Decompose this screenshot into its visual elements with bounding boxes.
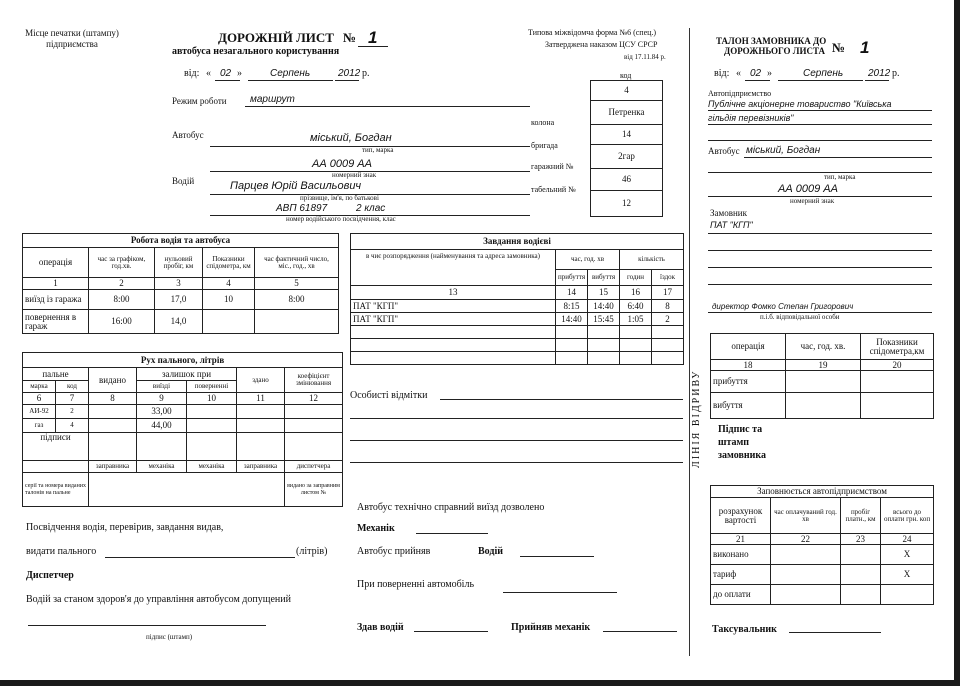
table-row	[23, 234, 339, 248]
table-cell	[620, 352, 652, 365]
coupon-number-label: №	[832, 40, 846, 55]
fuel-n9: 9	[137, 393, 187, 405]
cut-line	[689, 28, 690, 656]
work-table	[22, 233, 339, 334]
date-day: 02	[220, 68, 232, 79]
task-r0-leave: 14:40	[588, 300, 620, 313]
coupon-company-line1: Публічне акціонерне товариство "Київська	[708, 99, 892, 109]
date-year: 2012	[338, 68, 361, 79]
work-table-title: Робота водія та автобуса	[23, 234, 339, 248]
received-by-line	[603, 631, 677, 632]
form-info-line2: Затверджена наказом ЦСУ СРСР	[545, 40, 658, 49]
work-r1-op: повернення в гараж	[23, 310, 89, 334]
table-cell	[786, 371, 861, 393]
table-row	[711, 498, 934, 534]
cut-line-label: ЛІНІЯ ВІДРИВУ	[691, 369, 702, 468]
table-cell	[187, 433, 237, 461]
work-r0-sched: 8:00	[89, 290, 155, 310]
coupon-company-rule2	[708, 124, 932, 125]
issue-fuel-line	[105, 557, 295, 558]
coupon-op-h0: операція	[711, 334, 786, 360]
work-h-sched: час за графіком, год.хв.	[89, 248, 155, 278]
notes-line-4	[350, 462, 683, 463]
task-r1-name: ПАТ "КГП"	[351, 313, 556, 326]
table-row	[711, 393, 934, 419]
task-r1-hours: 1:05	[620, 313, 652, 326]
task-h-name: в чиє розпорядження (найменування та адреса замовника)	[351, 250, 556, 286]
coupon-taxer-line	[789, 632, 881, 633]
date-from-label: від:	[184, 68, 200, 79]
coupon-op-h1: час, год. хв.	[786, 334, 861, 360]
fuel-h-issued: видано	[89, 368, 137, 393]
coupon-fill-h2: пробіг платн., км	[841, 498, 881, 534]
table-row	[591, 125, 663, 145]
waybill-subtitle: автобуса незагального користування	[172, 46, 340, 57]
table-cell	[23, 461, 89, 473]
table-row	[711, 565, 934, 585]
fuel-h-handed: здано	[237, 368, 285, 393]
coupon-fill-h3: всього до оплати грн. коп	[881, 498, 934, 534]
table-row	[351, 326, 684, 339]
dispatcher-label: Диспетчер	[26, 570, 74, 581]
issue-fuel-text: видати пального	[26, 546, 97, 557]
fuel-sign-label: підписи	[23, 433, 89, 461]
table-cell	[652, 339, 684, 352]
task-r0-hours: 6:40	[620, 300, 652, 313]
fuel-n12: 12	[285, 393, 343, 405]
table-row	[351, 352, 684, 365]
task-h-hours: годин	[620, 270, 652, 286]
table-row	[23, 310, 339, 334]
table-cell	[351, 326, 556, 339]
fuel-h-remain: залишок при	[137, 368, 237, 381]
coupon-date-year-line	[865, 80, 889, 81]
date-month-underline	[248, 80, 333, 81]
fuel-table-title: Рух пального, літрів	[23, 353, 343, 368]
table-row	[23, 393, 343, 405]
work-h-actual: час фактичний число, міс., год., хв	[255, 248, 339, 278]
waybill-number-underline	[358, 46, 388, 47]
fuel-n8: 8	[89, 393, 137, 405]
fuel-h-return: поверненні	[187, 381, 237, 393]
handed-by-label: Здав водій	[357, 622, 404, 633]
code-brigade: Петренка	[591, 101, 663, 125]
coupon-director-caption: п.і.б. відповідальної особи	[760, 313, 840, 321]
coupon-customer-label: Замовник	[710, 208, 747, 218]
coupon-date-quote-close: »	[767, 68, 772, 79]
coupon-plate: АА 0009 АА	[778, 183, 838, 195]
coupon-fill-h1: час оплачуваний год. хв	[771, 498, 841, 534]
bus-accepted-label: Автобус прийняв	[357, 546, 431, 557]
fuel-h-code: код	[56, 381, 89, 393]
fuel-sign-mechanic2: механіка	[187, 461, 237, 473]
coupon-fill-r1-total: X	[881, 565, 934, 585]
table-row	[711, 585, 934, 605]
table-row	[23, 473, 343, 507]
work-n5: 5	[255, 278, 339, 290]
fuel-h-coef: коефіцієнт змінювання	[285, 368, 343, 393]
table-row	[711, 534, 934, 545]
notes-label: Особисті відмітки	[350, 390, 428, 401]
coupon-number: 1	[860, 38, 870, 57]
coupon-company-line2: гільдія перевізників"	[708, 113, 794, 123]
coupon-fill-table	[710, 485, 934, 605]
table-cell	[620, 326, 652, 339]
fuel-r0-coef	[285, 405, 343, 419]
plate-caption: номерний знак	[332, 171, 377, 179]
fuel-r0-code: 2	[56, 405, 89, 419]
fuel-n10: 10	[187, 393, 237, 405]
table-row	[351, 313, 684, 326]
table-row	[351, 286, 684, 300]
work-r1-actual	[255, 310, 339, 334]
date-month: Серпень	[270, 68, 311, 79]
table-cell	[771, 545, 841, 565]
fuel-n11: 11	[237, 393, 285, 405]
issue-fuel-suffix: (літрів)	[296, 546, 328, 557]
coupon-fill-r2-label: до оплати	[711, 585, 771, 605]
waybill-number: 1	[368, 28, 378, 47]
date-day-underline	[215, 80, 240, 81]
code-last: 12	[591, 191, 663, 217]
notes-line-3	[350, 440, 683, 441]
accepted-driver-label: Водій	[478, 546, 503, 557]
fuel-table	[22, 352, 343, 507]
fuel-sign-refueler2: заправника	[237, 461, 285, 473]
table-cell	[652, 352, 684, 365]
health-sign-caption: підпис (штамп)	[146, 633, 193, 641]
fuel-h-fuel: пальне	[23, 368, 89, 381]
coupon-fill-title: Заповнюється автопідприємством	[711, 486, 934, 498]
task-r0-arrive: 8:15	[556, 300, 588, 313]
table-cell	[620, 339, 652, 352]
task-n14: 14	[556, 286, 588, 300]
table-row	[711, 371, 934, 393]
table-cell	[351, 339, 556, 352]
table-row	[591, 81, 663, 101]
table-cell	[89, 473, 285, 507]
work-h-zero: нульовий пробіг, км	[155, 248, 203, 278]
table-cell	[588, 339, 620, 352]
task-h-time: час, год. хв	[556, 250, 620, 270]
fuel-h-brand: марка	[23, 381, 56, 393]
table-row	[23, 433, 343, 461]
table-cell	[771, 565, 841, 585]
table-row	[591, 191, 663, 217]
code-garage-no: 2гар	[591, 145, 663, 169]
fuel-r1-code: 4	[56, 419, 89, 433]
coupon-fill-r1-label: тариф	[711, 565, 771, 585]
coupon-date-month-line	[778, 80, 863, 81]
table-cell	[588, 352, 620, 365]
coupon-op-n19: 19	[786, 360, 861, 371]
coupon-bus-caption: тип, марка	[824, 173, 856, 181]
task-h-km: їздок	[652, 270, 684, 286]
on-return-label: При поверненні автомобіль	[357, 579, 475, 590]
date-year-suffix: р.	[362, 68, 370, 79]
task-n15: 15	[588, 286, 620, 300]
tech-ok-text: Автобус технічно справний виїзд дозволено	[357, 502, 545, 513]
table-row	[23, 405, 343, 419]
table-cell	[89, 433, 137, 461]
work-r0-speedo: 10	[203, 290, 255, 310]
task-h-leave: вибуття	[588, 270, 620, 286]
table-row	[711, 360, 934, 371]
task-r1-arrive: 14:40	[556, 313, 588, 326]
code-header: код	[620, 71, 632, 80]
coupon-date-label: від:	[714, 68, 730, 79]
table-row	[351, 300, 684, 313]
plate-value: АА 0009 АА	[312, 158, 372, 170]
table-cell	[861, 371, 934, 393]
task-h-arrive: прибуття	[556, 270, 588, 286]
coupon-fill-r0-total: X	[881, 545, 934, 565]
table-row	[351, 234, 684, 250]
fuel-r0-issued	[89, 405, 137, 419]
driver-label: Водій	[172, 176, 195, 186]
work-mode-line	[245, 106, 530, 107]
fuel-n7: 7	[56, 393, 89, 405]
coupon-date-quote-open: «	[736, 68, 741, 79]
table-row	[23, 419, 343, 433]
fuel-r1-coef	[285, 419, 343, 433]
fuel-sign-dispatcher: диспетчера	[285, 461, 343, 473]
coupon-title-line1: ТАЛОН ЗАМОВНИКА ДО	[716, 36, 827, 46]
coupon-director: директор Фомко Степан Григорович	[712, 302, 854, 311]
license-check-text: Посвідчення водія, перевірив, завдання видав,	[26, 522, 224, 533]
table-row	[23, 368, 343, 381]
work-h-op: операція	[23, 248, 89, 278]
coupon-date-day-line	[745, 80, 770, 81]
work-r0-actual: 8:00	[255, 290, 339, 310]
code-garage: 14	[591, 125, 663, 145]
fuel-series-label: серії та номера виданих талонів на пальне	[23, 473, 89, 507]
work-r1-speedo	[203, 310, 255, 334]
table-cell	[137, 433, 187, 461]
fuel-r0-handed	[237, 405, 285, 419]
fuel-sign-mechanic1: механіка	[137, 461, 187, 473]
coupon-bus-value: міський, Богдан	[746, 145, 821, 156]
table-cell	[588, 326, 620, 339]
driver-caption: прізвище, ім'я, по батькові	[300, 194, 379, 202]
coupon-bus-rule	[744, 157, 932, 158]
table-row	[351, 339, 684, 352]
coupon-op-n20: 20	[861, 360, 934, 371]
coupon-customer-rule1	[708, 233, 932, 234]
coupon-sign-line3: замовника	[718, 450, 766, 461]
table-cell	[841, 545, 881, 565]
code-box	[590, 80, 663, 217]
work-r1-sched: 16:00	[89, 310, 155, 334]
work-h-speedo: Показники спідометра, км	[203, 248, 255, 278]
coupon-sign-line1: Підпис та	[718, 424, 763, 435]
license-caption: номер водійського посвідчення, клас	[286, 215, 396, 223]
coupon-sign-line2: штамп	[718, 437, 750, 448]
table-cell	[556, 339, 588, 352]
table-cell	[556, 352, 588, 365]
coupon-op-h2: Показники спідометра,км	[861, 334, 934, 360]
coupon-date-year: 2012	[868, 68, 891, 79]
fuel-h-depart: виїзді	[137, 381, 187, 393]
fuel-r1-issued	[89, 419, 137, 433]
work-n3: 3	[155, 278, 203, 290]
form-info-line3: від 17.11.84 р.	[624, 53, 666, 61]
work-n1: 1	[23, 278, 89, 290]
coupon-date-suffix: р.	[892, 68, 900, 79]
task-r0-km: 8	[652, 300, 684, 313]
work-r0-op: виїзд із гаража	[23, 290, 89, 310]
coupon-fill-h0: розрахунок вартості	[711, 498, 771, 534]
fuel-r1-return	[187, 419, 237, 433]
coupon-company-label: Автопідприємство	[708, 89, 772, 98]
health-sign-line	[28, 625, 266, 626]
task-table	[350, 233, 684, 365]
bus-caption: тип, марка	[362, 146, 394, 154]
table-cell	[556, 326, 588, 339]
table-row	[23, 353, 343, 368]
task-r0-name: ПАТ "КГП"	[351, 300, 556, 313]
coupon-date-month: Серпень	[803, 68, 844, 79]
notes-line-2	[350, 418, 683, 419]
date-quote-close: »	[237, 68, 242, 79]
handed-by-line	[414, 631, 488, 632]
mechanic-label: Механік	[357, 523, 395, 534]
table-row	[23, 248, 339, 278]
on-return-line	[503, 592, 617, 593]
license-class: 2 клас	[356, 203, 386, 214]
kolona-label: колона	[531, 118, 555, 127]
waybill-title: ДОРОЖНІЙ ЛИСТ	[218, 30, 334, 45]
table-row	[591, 145, 663, 169]
fuel-r0-depart: 33,00	[137, 405, 187, 419]
coupon-fill-n23: 23	[841, 534, 881, 545]
tab-no-label: табельний №	[531, 185, 576, 194]
table-cell	[861, 393, 934, 419]
table-row	[23, 290, 339, 310]
brigade-label: бригада	[531, 141, 558, 150]
coupon-customer-value: ПАТ "КГП"	[710, 220, 753, 230]
code-tab-no: 46	[591, 169, 663, 191]
coupon-op-n18: 18	[711, 360, 786, 371]
date-year-underline	[335, 80, 359, 81]
fuel-r1-depart: 44,00	[137, 419, 187, 433]
code-kolona: 4	[591, 81, 663, 101]
fuel-r0-brand: АИ-92	[23, 405, 56, 419]
table-row	[711, 334, 934, 360]
accepted-driver-line	[520, 556, 594, 557]
task-r1-leave: 15:45	[588, 313, 620, 326]
table-cell	[237, 433, 285, 461]
work-r1-zero: 14,0	[155, 310, 203, 334]
table-row	[591, 169, 663, 191]
fuel-sign-refueler: заправника	[89, 461, 137, 473]
coupon-ops-table	[710, 333, 934, 419]
work-n4: 4	[203, 278, 255, 290]
fuel-r0-return	[187, 405, 237, 419]
fuel-r1-brand: газ	[23, 419, 56, 433]
coupon-taxer-label: Таксувальник	[712, 624, 777, 635]
table-cell	[841, 585, 881, 605]
table-cell	[285, 433, 343, 461]
driver-name: Парцев Юрій Васильович	[230, 180, 362, 192]
fuel-n6: 6	[23, 393, 56, 405]
coupon-fill-n21: 21	[711, 534, 771, 545]
coupon-bus-rule2	[708, 172, 932, 173]
fuel-issued-by-label: видано за заправним листом №	[285, 473, 343, 507]
coupon-date-day: 02	[750, 68, 762, 79]
table-row	[23, 278, 339, 290]
coupon-company-rule1	[708, 110, 932, 111]
coupon-bus-label: Автобус	[708, 146, 740, 156]
coupon-op-arrive: прибуття	[711, 371, 786, 393]
received-by-label: Прийняв механік	[511, 622, 591, 633]
coupon-customer-rule2	[708, 250, 932, 251]
task-n13: 13	[351, 286, 556, 300]
work-r0-zero: 17,0	[155, 290, 203, 310]
table-row	[711, 545, 934, 565]
table-row	[23, 461, 343, 473]
license-number: АВП 61897	[276, 203, 328, 214]
coupon-fill-r2-total	[881, 585, 934, 605]
notes-line-1	[440, 399, 683, 400]
task-h-dur: кількість	[620, 250, 684, 270]
stamp-place-label: Місце печатки (штампу) підприємства	[25, 28, 119, 49]
mechanic-line	[416, 533, 488, 534]
task-n17: 17	[652, 286, 684, 300]
bus-label: Автобус	[172, 130, 204, 140]
waybill-number-label: №	[343, 30, 357, 45]
garage-no-label: гаражний №	[531, 162, 574, 171]
bus-value: міський, Богдан	[310, 132, 392, 144]
table-cell	[351, 352, 556, 365]
fuel-r1-handed	[237, 419, 285, 433]
table-row	[591, 101, 663, 125]
table-cell	[771, 585, 841, 605]
coupon-op-leave: вибуття	[711, 393, 786, 419]
coupon-customer-rule3	[708, 267, 932, 268]
work-mode-value: маршрут	[250, 94, 295, 105]
date-quote-open: «	[206, 68, 211, 79]
coupon-company-rule3	[708, 140, 932, 141]
table-row	[711, 486, 934, 498]
task-table-title: Завдання водієві	[351, 234, 684, 250]
coupon-plate-caption: номерний знак	[790, 197, 835, 205]
coupon-customer-rule4	[708, 284, 932, 285]
coupon-fill-r0-label: виконано	[711, 545, 771, 565]
table-row	[351, 250, 684, 270]
task-r1-km: 2	[652, 313, 684, 326]
coupon-fill-n24: 24	[881, 534, 934, 545]
table-cell	[841, 565, 881, 585]
task-n16: 16	[620, 286, 652, 300]
table-cell	[786, 393, 861, 419]
form-info-line1: Типова міжвідомча форма №6 (спец.)	[528, 28, 657, 37]
work-n2: 2	[89, 278, 155, 290]
table-cell	[652, 326, 684, 339]
work-mode-label: Режим роботи	[172, 96, 227, 106]
coupon-title-line2: ДОРОЖНЬОГО ЛИСТА	[724, 46, 826, 56]
health-text: Водій за станом здоров'я до управління автобусом допущений	[26, 594, 291, 605]
coupon-fill-n22: 22	[771, 534, 841, 545]
